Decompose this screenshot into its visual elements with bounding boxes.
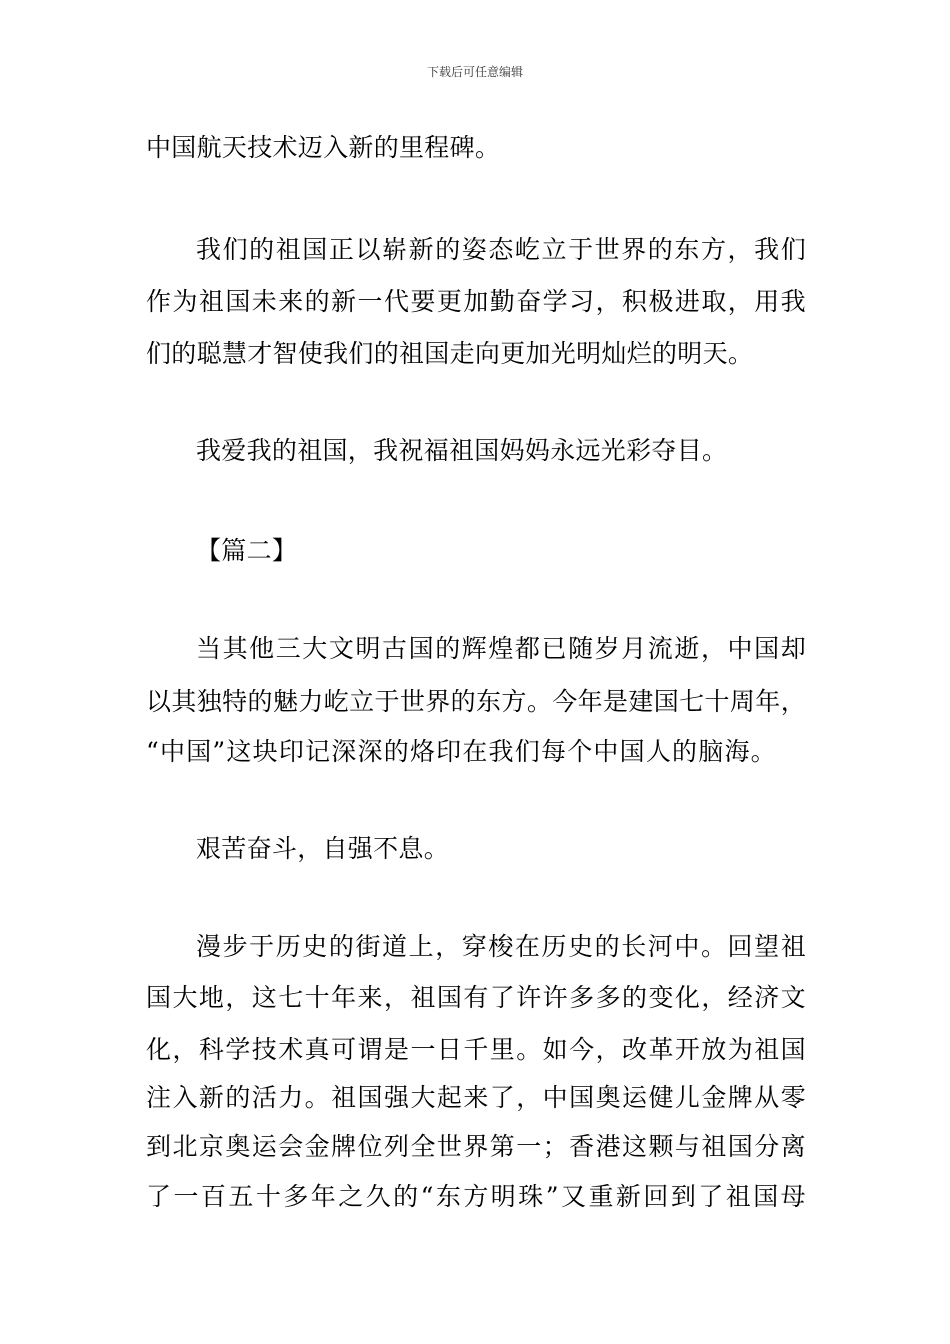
text-line: 作为祖国未来的新一代要更加勤奋学习，积极进取，用我 bbox=[146, 287, 806, 316]
section-heading: 【篇二】 bbox=[196, 536, 298, 565]
text-line: 我爱我的祖国，我祝福祖国妈妈永远光彩夺目。 bbox=[196, 436, 728, 465]
text-line: 到北京奥运会金牌位列全世界第一；香港这颗与祖国分离 bbox=[146, 1132, 806, 1161]
page-header: 下载后可任意编辑 bbox=[426, 65, 523, 79]
text-line: 我们的祖国正以崭新的姿态屹立于世界的东方，我们 bbox=[196, 235, 806, 264]
text-line: 注入新的活力。祖国强大起来了，中国奥运健儿金牌从零 bbox=[146, 1083, 806, 1112]
text-line: 艰苦奋斗，自强不息。 bbox=[196, 834, 450, 863]
text-line: 中国航天技术迈入新的里程碑。 bbox=[146, 133, 501, 162]
text-line: 了一百五十多年之久的“东方明珠”又重新回到了祖国母 bbox=[146, 1182, 806, 1211]
text-line: 以其独特的魅力屹立于世界的东方。今年是建国七十周年， bbox=[146, 687, 806, 716]
text-line: 们的聪慧才智使我们的祖国走向更加光明灿烂的明天。 bbox=[146, 339, 754, 368]
text-line: 当其他三大文明古国的辉煌都已随岁月流逝，中国却 bbox=[196, 634, 806, 663]
text-line: 漫步于历史的街道上，穿梭在历史的长河中。回望祖 bbox=[196, 932, 806, 961]
text-line: “中国”这块印记深深的烙印在我们每个中国人的脑海。 bbox=[146, 737, 776, 766]
text-line: 化，科学技术真可谓是一日千里。如今，改革开放为祖国 bbox=[146, 1035, 806, 1064]
text-line: 国大地，这七十年来，祖国有了许许多多的变化，经济文 bbox=[146, 983, 806, 1012]
